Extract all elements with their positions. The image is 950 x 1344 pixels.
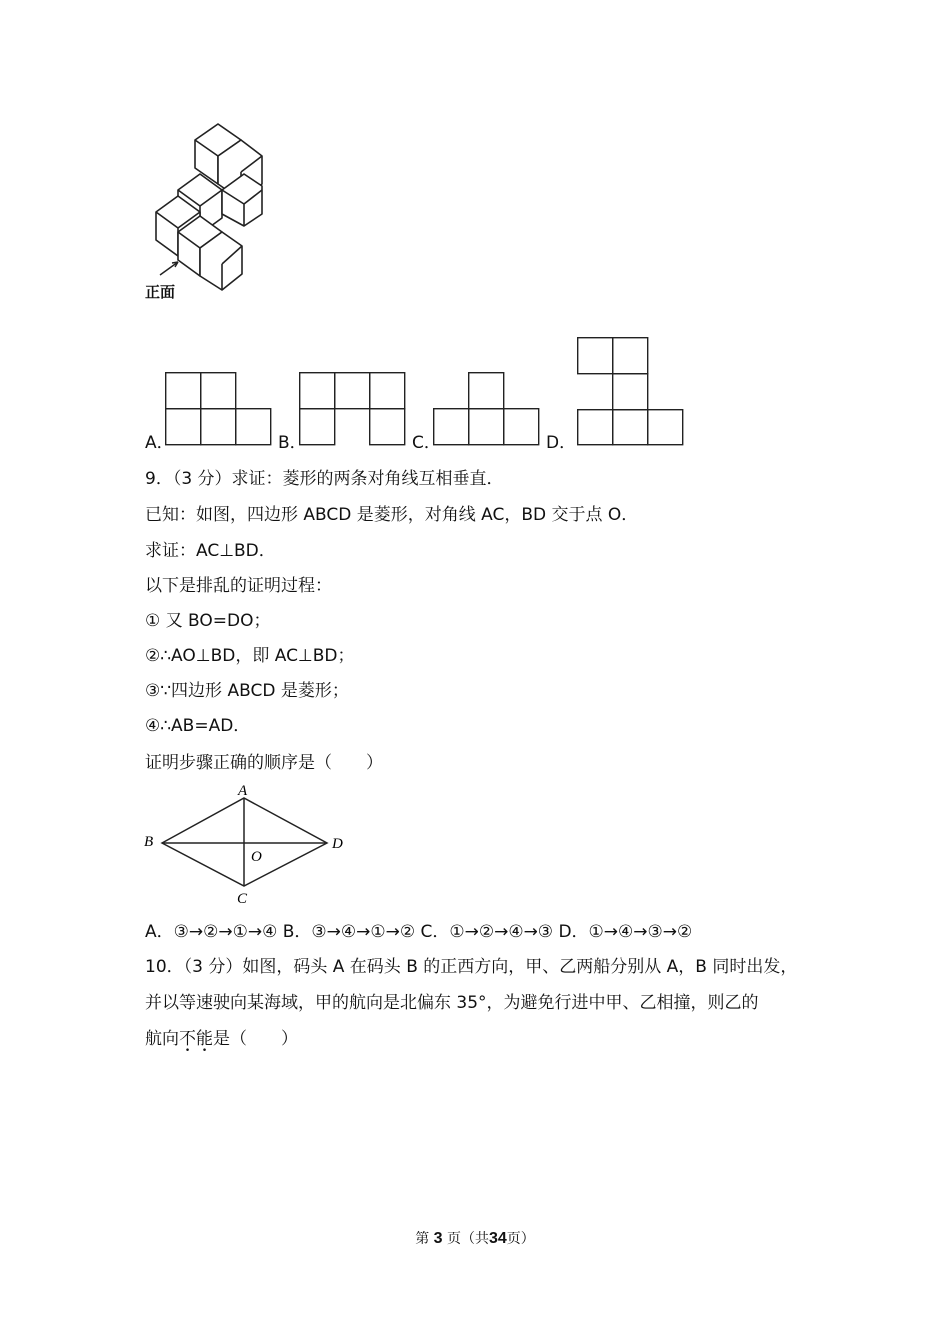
- page-footer: [0, 1228, 950, 1250]
- q9-step-3: ③∵四边形 ABCD 是菱形；: [145, 681, 349, 701]
- q9-given: 已知：如图，四边形 ABCD 是菱形，对角线 AC，BD 交于点 O．: [145, 505, 639, 525]
- q9-question: 证明步骤正确的顺序是（ ）: [145, 753, 383, 773]
- option-c-figure: [433, 372, 543, 447]
- cubes-figure: [150, 120, 275, 300]
- option-b-label: B．: [278, 433, 307, 453]
- q10-line-2: 并以等速驶向某海域，甲的航向是北偏东 35°，为避免行进中甲、乙相撞，则乙的: [145, 993, 759, 1013]
- q9-answers: A．③→②→①→④ B．③→④→①→② C．①→②→④→③ D．①→④→③→②: [145, 922, 693, 942]
- q9-title: 9．（3 分）求证：菱形的两条对角线互相垂直．: [145, 469, 504, 489]
- q10-line-3: [145, 1027, 298, 1051]
- footer-middle: 页（共: [447, 1231, 489, 1247]
- footer-suffix: 页）: [506, 1231, 535, 1247]
- q10-line-1: 10．（3 分）如图，码头 A 在码头 B 的正西方向，甲、乙两船分别从 A，B 同时出发，: [145, 957, 798, 977]
- rhombus-label-a: A: [238, 783, 248, 799]
- rhombus-label-d: D: [332, 836, 343, 852]
- emphasis-char-2: 能: [196, 1029, 213, 1049]
- emphasis-char-1: 不: [179, 1029, 196, 1049]
- q9-intro: 以下是排乱的证明过程：: [145, 576, 332, 596]
- rhombus-label-c: C: [237, 891, 248, 907]
- footer-prefix: 第: [415, 1231, 430, 1247]
- front-label: 正面: [145, 283, 176, 301]
- rhombus-label-b: B: [144, 834, 154, 850]
- q9-step-4: ④∴AB=AD．: [145, 716, 251, 736]
- q10-line-3-before: 航向: [145, 1029, 179, 1049]
- rhombus-figure: [140, 782, 355, 907]
- q9-step-1: ① 又 BO=DO；: [145, 611, 271, 631]
- option-a-figure: [165, 372, 275, 447]
- option-a-label: A．: [145, 433, 174, 453]
- q9-step-2: ②∴AO⊥BD，即 AC⊥BD；: [145, 646, 355, 666]
- rhombus-label-o: O: [251, 849, 262, 865]
- option-d-label: D．: [546, 433, 577, 453]
- footer-page-number: 3: [433, 1230, 443, 1247]
- footer-total-pages: 34: [489, 1230, 507, 1247]
- option-c-label: C．: [412, 433, 441, 453]
- q9-prove: 求证：AC⊥BD．: [145, 541, 276, 561]
- option-d-figure: [577, 337, 687, 447]
- q10-line-3-after: 是（ ）: [213, 1029, 298, 1049]
- option-b-figure: [299, 372, 409, 447]
